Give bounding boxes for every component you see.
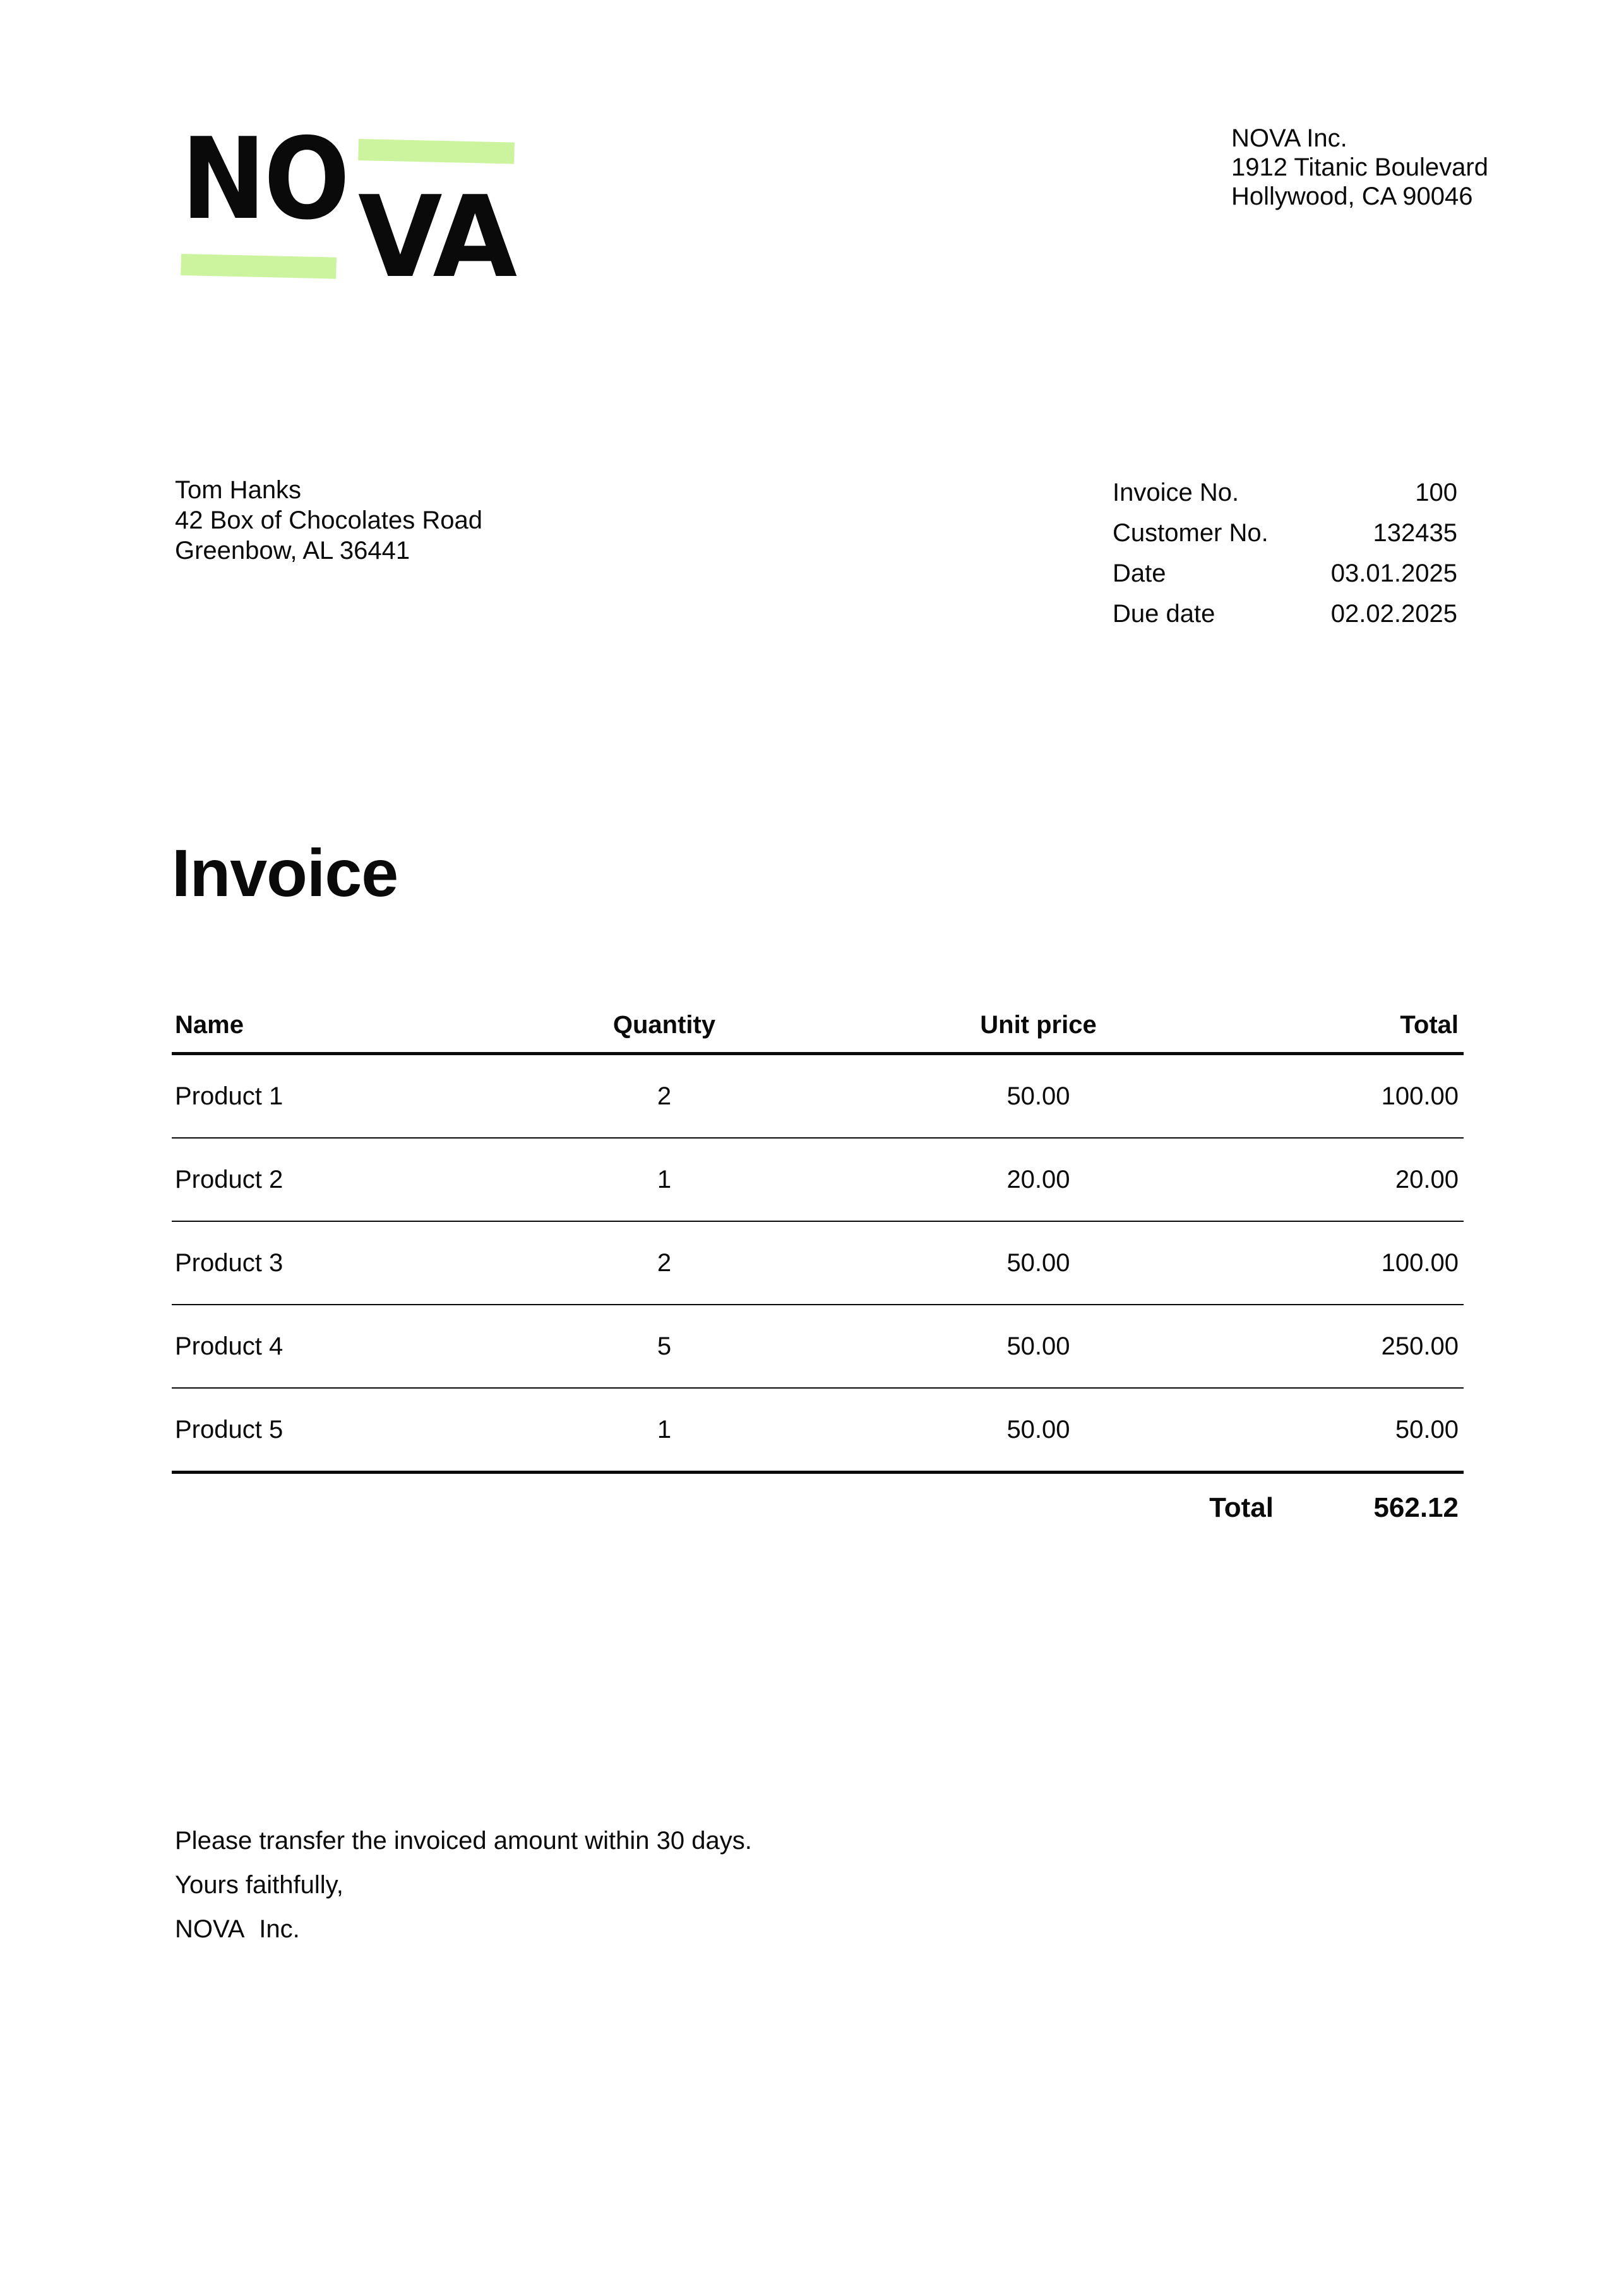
grand-total-label: Total: [1209, 1492, 1274, 1523]
cell-unit-price: 50.00: [1006, 1332, 1070, 1360]
column-header-quantity: Quantity: [612, 1010, 716, 1039]
meta-row-due-date: [1113, 594, 1457, 634]
cell-total: 250.00: [1381, 1332, 1459, 1360]
meta-label: Date: [1113, 559, 1166, 587]
cell-total: 100.00: [1381, 1248, 1459, 1277]
recipient-street: 42 Box of Chocolates Road: [175, 506, 482, 534]
meta-value: 02.02.2025: [1330, 599, 1457, 628]
meta-value: 100: [1415, 478, 1457, 506]
nova-logo: [181, 114, 522, 302]
line-items-table: [172, 998, 1464, 1474]
recipient-address-block: [175, 475, 482, 566]
cell-unit-price: 50.00: [1006, 1248, 1070, 1277]
meta-label: Customer No.: [1113, 518, 1269, 547]
closing-sender-line: NOVA Inc.: [175, 1915, 300, 1943]
company-street: 1912 Titanic Boulevard: [1231, 153, 1488, 181]
recipient-name: Tom Hanks: [175, 476, 302, 504]
page-title: Invoice: [172, 836, 398, 911]
cell-total: 100.00: [1381, 1082, 1459, 1110]
meta-row-customer-no: [1113, 513, 1457, 553]
payment-terms-line: Please transfer the invoiced amount within 30 days.: [175, 1827, 752, 1855]
recipient-city: Greenbow, AL 36441: [175, 537, 410, 565]
logo-accent-bar-top: [358, 139, 515, 164]
meta-label: Due date: [1113, 599, 1215, 628]
meta-row-invoice-no: [1113, 472, 1457, 513]
meta-value: 03.01.2025: [1330, 559, 1457, 587]
grand-total-value: 562.12: [1373, 1492, 1459, 1523]
cell-quantity: 2: [657, 1248, 672, 1277]
cell-quantity: 1: [657, 1415, 672, 1444]
column-header-total: Total: [1400, 1010, 1459, 1039]
invoice-total-row: [172, 1487, 1464, 1529]
cell-quantity: 2: [657, 1082, 672, 1110]
cell-unit-price: 20.00: [1006, 1165, 1070, 1193]
company-city: Hollywood, CA 90046: [1231, 182, 1473, 210]
invoice-meta-block: [1113, 472, 1457, 634]
logo-text-va: VA: [358, 172, 515, 302]
closing-salutation-line: Yours faithfully,: [175, 1871, 343, 1899]
cell-total: 20.00: [1395, 1165, 1459, 1193]
company-name: NOVA Inc.: [1231, 124, 1347, 152]
table-row: [172, 1305, 1464, 1389]
column-header-name: Name: [175, 1010, 244, 1039]
cell-name: Product 1: [175, 1082, 284, 1110]
company-address-block: [1231, 124, 1488, 211]
cell-quantity: 5: [657, 1332, 672, 1360]
meta-value: 132435: [1373, 518, 1457, 547]
logo-text-no: NO: [181, 114, 348, 244]
cell-unit-price: 50.00: [1006, 1415, 1070, 1444]
table-header-row: [172, 998, 1464, 1055]
table-row: [172, 1055, 1464, 1139]
column-header-unit-price: Unit price: [980, 1010, 1097, 1039]
table-row: [172, 1389, 1464, 1474]
closing-note-block: [175, 1819, 752, 1951]
table-row: [172, 1139, 1464, 1222]
table-row: [172, 1222, 1464, 1305]
cell-total: 50.00: [1395, 1415, 1459, 1444]
meta-label: Invoice No.: [1113, 478, 1239, 506]
cell-name: Product 4: [175, 1332, 284, 1360]
cell-name: Product 3: [175, 1248, 284, 1277]
cell-unit-price: 50.00: [1006, 1082, 1070, 1110]
meta-row-date: [1113, 553, 1457, 594]
cell-name: Product 2: [175, 1165, 284, 1193]
cell-name: Product 5: [175, 1415, 284, 1444]
cell-quantity: 1: [657, 1165, 672, 1193]
logo-accent-bar-bottom: [181, 254, 337, 279]
